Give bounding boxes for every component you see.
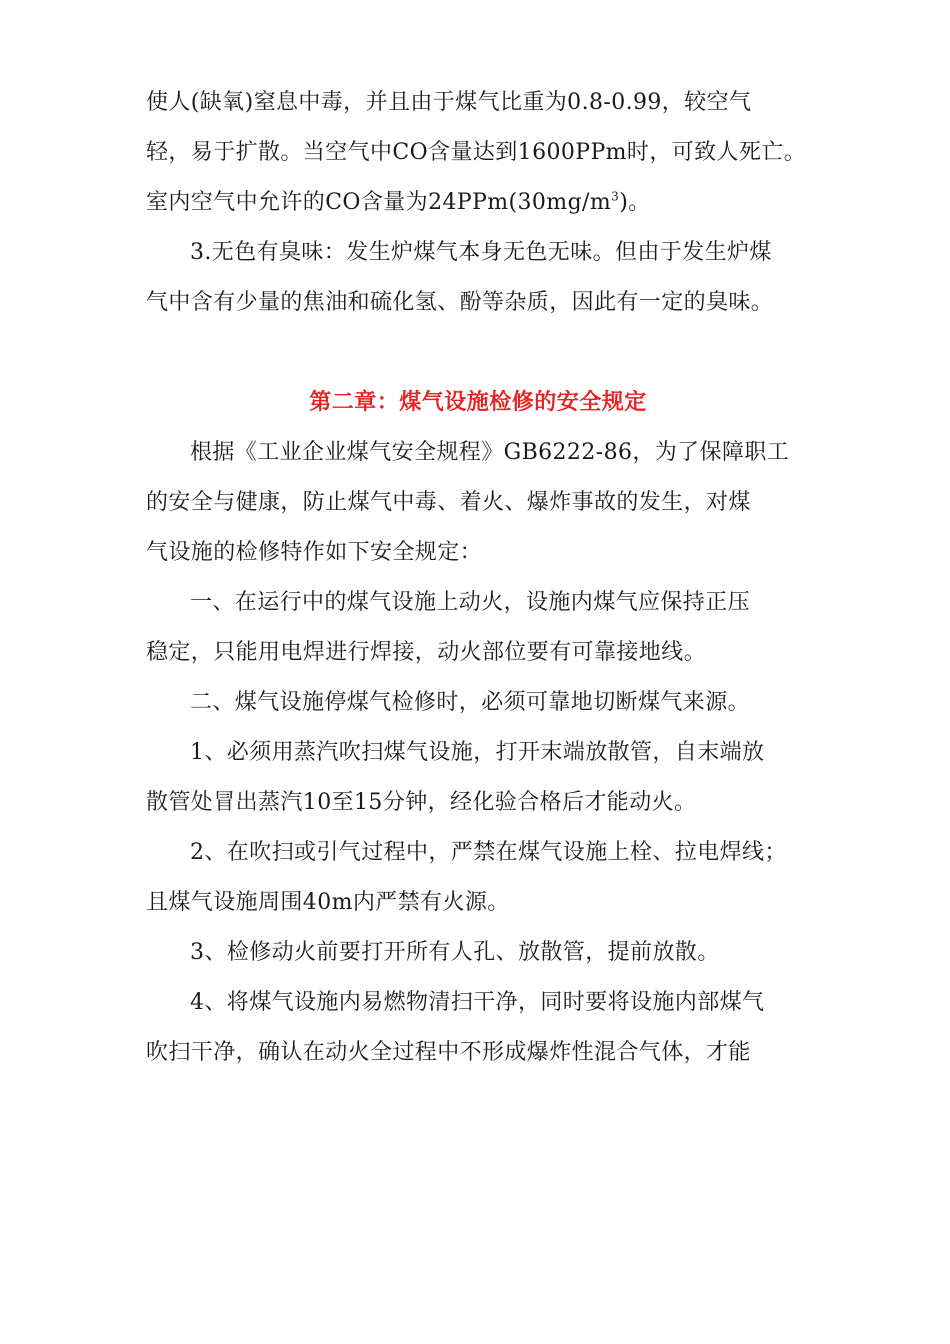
text-line: 气中含有少量的焦油和硫化氢、酚等杂质，因此有一定的臭味。 (146, 290, 774, 315)
text-segment: )。 (619, 190, 651, 215)
document-page (146, 78, 810, 1078)
point-3-paragraph (146, 228, 810, 328)
text-line: 一、在运行中的煤气设施上动火，设施内煤气应保持正压 (190, 590, 751, 615)
text-segment: 室内空气中允许的CO含量为24PPm(30mg/m (146, 190, 612, 215)
text-line: 2、在吹扫或引气过程中，严禁在煤气设施上栓、拉电焊线； (190, 840, 787, 865)
body-paragraph (146, 678, 810, 728)
text-line: 二、煤气设施停煤气检修时，必须可靠地切断煤气来源。 (190, 690, 751, 715)
body-paragraph (146, 928, 810, 978)
body-paragraph (146, 828, 810, 928)
body-paragraph (146, 728, 810, 828)
text-line: 且煤气设施周围40m内严禁有火源。 (146, 890, 510, 915)
text-line: 稳定，只能用电焊进行焊接，动火部位要有可靠接地线。 (146, 640, 707, 665)
body-paragraph (146, 428, 810, 578)
text-line: 气设施的检修特作如下安全规定： (146, 540, 483, 565)
text-line: 散管处冒出蒸汽10至15分钟，经化验合格后才能动火。 (146, 790, 697, 815)
text-line: 4、将煤气设施内易燃物清扫干净，同时要将设施内部煤气 (190, 990, 765, 1015)
text-line: 使人(缺氧)窒息中毒，并且由于煤气比重为0.8-0.99，较空气 (146, 90, 752, 115)
text-line: 吹扫干净，确认在动火全过程中不形成爆炸性混合气体，才能 (146, 1040, 751, 1065)
text-line (146, 178, 810, 228)
chapter-body (146, 428, 810, 1078)
text-line: 3.无色有臭味：发生炉煤气本身无色无味。但由于发生炉煤 (190, 240, 772, 265)
superscript: 3 (611, 189, 620, 204)
body-paragraph (146, 978, 810, 1078)
text-line: 1、必须用蒸汽吹扫煤气设施，打开末端放散管，自末端放 (190, 740, 765, 765)
text-line: 轻，易于扩散。当空气中CO含量达到1600PPm时，可致人死亡。 (146, 140, 807, 165)
intro-paragraph (146, 78, 810, 228)
body-paragraph (146, 578, 810, 678)
text-line: 根据《工业企业煤气安全规程》GB6222-86，为了保障职工 (190, 440, 790, 465)
chapter-heading: 第二章：煤气设施检修的安全规定 (309, 390, 647, 415)
text-line: 3、检修动火前要打开所有人孔、放散管，提前放散。 (190, 940, 720, 965)
text-line: 的安全与健康，防止煤气中毒、着火、爆炸事故的发生，对煤 (146, 490, 751, 515)
